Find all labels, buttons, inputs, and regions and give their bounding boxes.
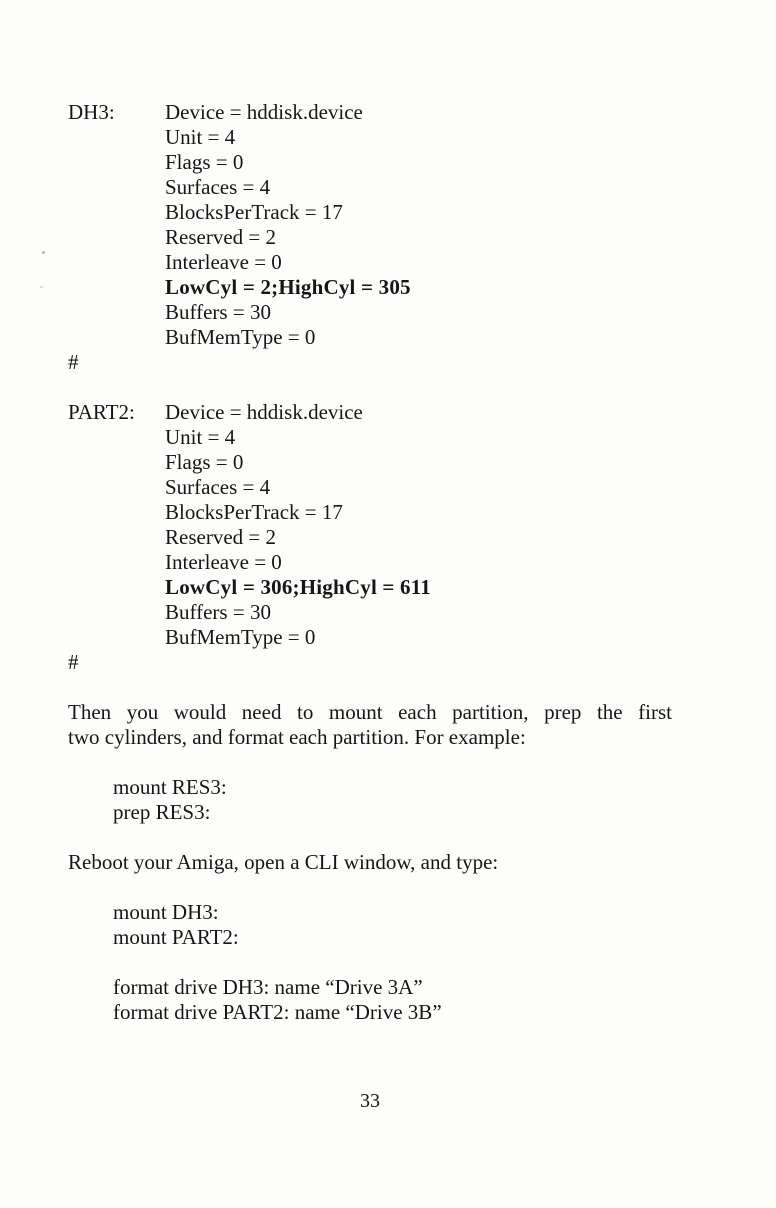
entry-line: Flags = 0 — [165, 450, 244, 474]
entry-line: Reserved = 2 — [165, 525, 276, 549]
entry-line: BlocksPerTrack = 17 — [165, 200, 343, 224]
entry-terminator: # — [68, 650, 79, 674]
command-line: prep RES3: — [113, 800, 211, 824]
mountlist-entry-dh3 — [68, 100, 672, 350]
page-content — [68, 100, 672, 1025]
entry-line: Interleave = 0 — [165, 250, 282, 274]
entry-lines — [165, 400, 672, 650]
paragraph-line: two cylinders, and format each partition. For example: — [68, 725, 526, 749]
entry-line-highlight: LowCyl = 306;HighCyl = 611 — [165, 575, 431, 599]
entry-line: BufMemType = 0 — [165, 625, 316, 649]
entry-line-highlight: LowCyl = 2;HighCyl = 305 — [165, 275, 411, 299]
entry-line: Buffers = 30 — [165, 300, 271, 324]
entry-line: Flags = 0 — [165, 150, 244, 174]
entry-line: Buffers = 30 — [165, 600, 271, 624]
scan-speck — [42, 251, 45, 254]
mountlist-entry-part2 — [68, 400, 672, 650]
command-line: mount PART2: — [113, 925, 239, 949]
entry-line: Surfaces = 4 — [165, 475, 271, 499]
command-line: format drive PART2: name “Drive 3B” — [113, 1000, 442, 1024]
command-line: mount RES3: — [113, 775, 227, 799]
entry-label: DH3: — [68, 100, 115, 124]
command-block-mount — [68, 900, 672, 950]
entry-line: BufMemType = 0 — [165, 325, 316, 349]
command-block-res3 — [68, 775, 672, 825]
entry-terminator: # — [68, 350, 79, 374]
page-number: 33 — [360, 1090, 380, 1112]
entry-line: Unit = 4 — [165, 125, 236, 149]
paragraph-mount-instructions — [68, 700, 672, 750]
entry-line: Unit = 4 — [165, 425, 236, 449]
entry-line: Reserved = 2 — [165, 225, 276, 249]
scan-speck — [40, 286, 43, 288]
entry-line: Device = hddisk.device — [165, 100, 363, 124]
entry-line: Surfaces = 4 — [165, 175, 271, 199]
paragraph-reboot — [68, 850, 672, 875]
paragraph-line: Reboot your Amiga, open a CLI window, and type: — [68, 850, 499, 874]
command-line: mount DH3: — [113, 900, 219, 924]
command-block-format — [68, 975, 672, 1025]
entry-line: BlocksPerTrack = 17 — [165, 500, 343, 524]
entry-line: Interleave = 0 — [165, 550, 282, 574]
entry-label: PART2: — [68, 400, 135, 424]
entry-line: Device = hddisk.device — [165, 400, 363, 424]
command-line: format drive DH3: name “Drive 3A” — [113, 975, 423, 999]
paragraph-line: Then you would need to mount each partition, prep the first — [68, 700, 672, 724]
entry-lines — [165, 100, 672, 350]
